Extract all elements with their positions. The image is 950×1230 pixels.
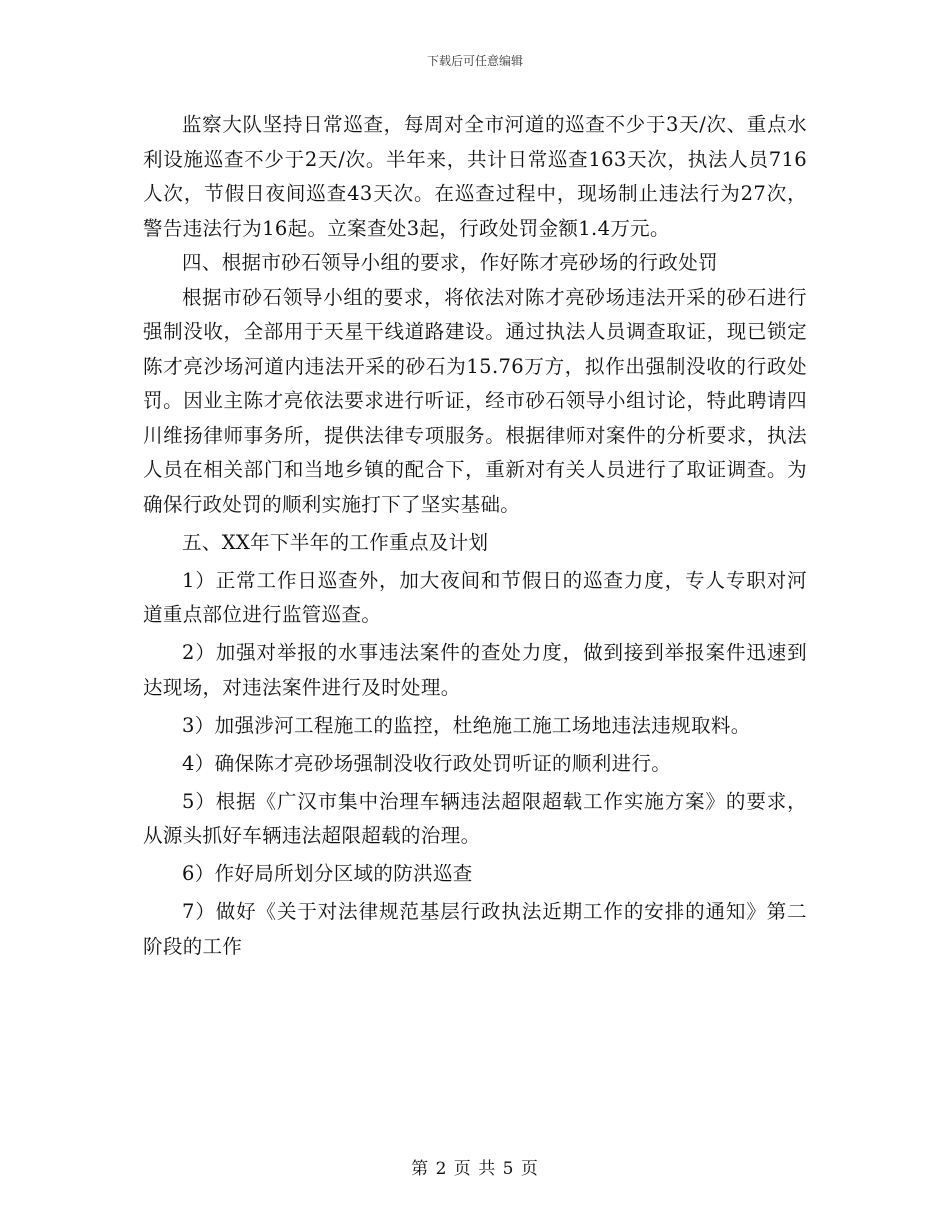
section-heading-5: 五、XX年下半年的工作重点及计划 bbox=[182, 530, 489, 554]
section-heading-4: 四、根据市砂石领导小组的要求，作好陈才亮砂场的行政处罚 bbox=[182, 251, 718, 274]
plan-item-3: 3）加强涉河工程施工的监控，杜绝施工施工场地违法违规取料。 bbox=[182, 713, 751, 737]
document-body bbox=[143, 108, 807, 964]
plan-item-2: 2）加强对举报的水事违法案件的查处力度，做到接到举报案件迅速到达现场，对违法案件进行及时处理。 bbox=[143, 641, 807, 699]
plan-item-5: 5）根据《广汉市集中治理车辆违法超限超载工作实施方案》的要求，从源头抓好车辆违法超限超载的治理。 bbox=[143, 789, 807, 847]
paragraph-sand-case: 根据市砂石领导小组的要求，将依法对陈才亮砂场违法开采的砂石进行强制没收，全部用于天星干线道路建设。通过执法人员调查取证，现已锁定陈才亮沙场河道内违法开采的砂石为15.76万方，拟作出强制没收的行政处罚。因业主陈才亮依法要求进行听证，经市砂石领导小组讨论，特此聘请四川维扬律师事务所，提供法律专项服务。根据律师对案件的分析要求，执法人员在相关部门和当地乡镇的配合下，重新对有关人员进行了取证调查。为确保行政处罚的顺利实施打下了坚实基础。 bbox=[143, 285, 807, 516]
plan-item-7: 7）做好《关于对法律规范基层行政执法近期工作的安排的通知》第二阶段的工作 bbox=[143, 900, 807, 958]
plan-item-6: 6）作好局所划分区域的防洪巡查 bbox=[182, 862, 473, 885]
page-number: 第 2 页 共 5 页 bbox=[411, 1159, 539, 1179]
page-header: 下载后可任意编辑 bbox=[426, 54, 523, 68]
paragraph-patrol-summary: 监察大队坚持日常巡查，每周对全市河道的巡查不少于3天/次、重点水利设施巡查不少于2天/次。半年来，共计日常巡查163天次，执法人员716人次，节假日夜间巡查43天次。在巡查过程中，现场制止违法行为27次，警告违法行为16起。立案查处3起，行政处罚金额1.4万元。 bbox=[143, 113, 807, 240]
plan-item-4: 4）确保陈才亮砂场强制没收行政处罚听证的顺利进行。 bbox=[182, 751, 672, 775]
plan-item-1: 1）正常工作日巡查外，加大夜间和节假日的巡查力度，专人专职对河道重点部位进行监管巡查。 bbox=[143, 568, 807, 626]
